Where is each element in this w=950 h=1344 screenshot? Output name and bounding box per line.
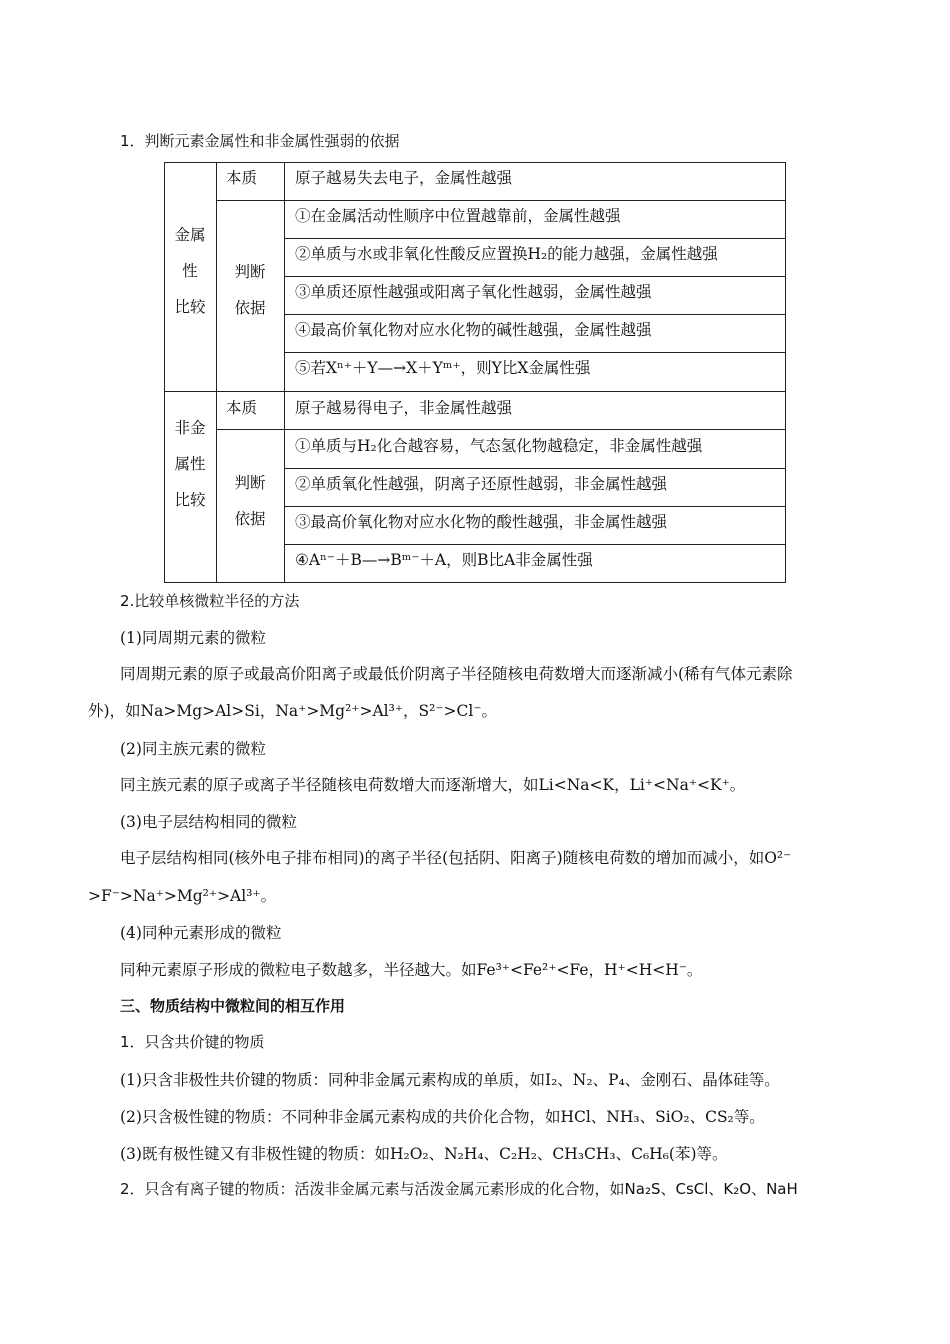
subsection-title: 1．只含共价键的物质 <box>120 1033 265 1051</box>
nonmetal-basis-row: ③最高价氧化物对应水化物的酸性越强，非金属性越强 <box>295 513 668 531</box>
section-2-title: 2.比较单核微粒半径的方法 <box>120 592 300 610</box>
metal-basis-row: ④最高价氧化物对应水化物的碱性越强，金属性越强 <box>295 321 652 339</box>
paragraph-line: >F⁻>Na⁺>Mg²⁺>Al³⁺。 <box>88 887 277 905</box>
nonmetal-basis-label: 判断 依据 <box>234 474 266 528</box>
subsection-title: (3)电子层结构相同的微粒 <box>120 813 297 831</box>
metal-basis-row: ①在金属活动性顺序中位置越靠前，金属性越强 <box>295 207 621 225</box>
subsection-title: (1)同周期元素的微粒 <box>120 629 266 647</box>
nonmetal-essence-label: 本质 <box>226 399 258 417</box>
metal-basis-row: ②单质与水或非氧化性酸反应置换H₂的能力越强，金属性越强 <box>295 245 718 263</box>
paragraph-line: 外)，如Na>Mg>Al>Si，Na⁺>Mg²⁺>Al³⁺，S²⁻>Cl⁻。 <box>88 702 498 720</box>
nonmetal-basis-row: ①单质与H₂化合越容易，气态氢化物越稳定，非金属性越强 <box>295 437 703 455</box>
paragraph-line: 同周期元素的原子或最高价阳离子或最低价阴离子半径随核电荷数增大而逐渐减小(稀有气体元素除 <box>120 665 793 683</box>
metal-category-label: 金属 性 比较 <box>174 226 206 316</box>
metallicity-table <box>164 162 786 583</box>
paragraph-line: 电子层结构相同(核外电子排布相同)的离子半径(包括阴、阳离子)随核电荷数的增加而减小，如O²⁻ <box>120 849 792 867</box>
list-item: (2)只含极性键的物质：不同种非金属元素构成的共价化合物，如HCl、NH₃、SiO₂、CS₂等。 <box>120 1108 765 1126</box>
metal-essence-label: 本质 <box>226 169 258 187</box>
subsection-title: (2)同主族元素的微粒 <box>120 740 266 758</box>
paragraph-line: 同主族元素的原子或离子半径随核电荷数增大而逐渐增大，如Li<Na<K，Li⁺<Na⁺<K⁺。 <box>120 776 746 794</box>
list-item: (3)既有极性键又有非极性键的物质：如H₂O₂、N₂H₄、C₂H₂、CH₃CH₃、C₆H₆(苯)等。 <box>120 1145 728 1163</box>
metal-essence-text: 原子越易失去电子，金属性越强 <box>295 169 513 187</box>
nonmetal-basis-row: ②单质氧化性越强，阴离子还原性越弱，非金属性越强 <box>295 475 668 493</box>
paragraph-line: 同种元素原子形成的微粒电子数越多，半径越大。如Fe³⁺<Fe²⁺<Fe，H⁺<H<H⁻。 <box>120 961 703 979</box>
list-item: (1)只含非极性共价键的物质：同种非金属元素构成的单质，如I₂、N₂、P₄、金刚石、晶体硅等。 <box>120 1071 780 1089</box>
metal-basis-row: ③单质还原性越强或阳离子氧化性越弱，金属性越强 <box>295 283 652 301</box>
metal-basis-row: ⑤若Xⁿ⁺＋Y—→X＋Yᵐ⁺，则Y比X金属性强 <box>295 359 591 377</box>
metal-basis-label: 判断 依据 <box>234 263 266 317</box>
nonmetal-category-label: 非金 属性 比较 <box>174 419 206 509</box>
section-3-title: 三、物质结构中微粒间的相互作用 <box>120 997 346 1015</box>
subsection-title: (4)同种元素形成的微粒 <box>120 924 282 942</box>
subsection-title: 2．只含有离子键的物质：活泼非金属元素与活泼金属元素形成的化合物，如Na₂S、CsCl、K₂O、NaH <box>120 1180 798 1198</box>
section-1-title: 1．判断元素金属性和非金属性强弱的依据 <box>120 132 400 150</box>
nonmetal-essence-text: 原子越易得电子，非金属性越强 <box>295 399 513 417</box>
nonmetal-basis-row: ④Aⁿ⁻＋B—→Bᵐ⁻＋A，则B比A非金属性强 <box>295 551 593 569</box>
